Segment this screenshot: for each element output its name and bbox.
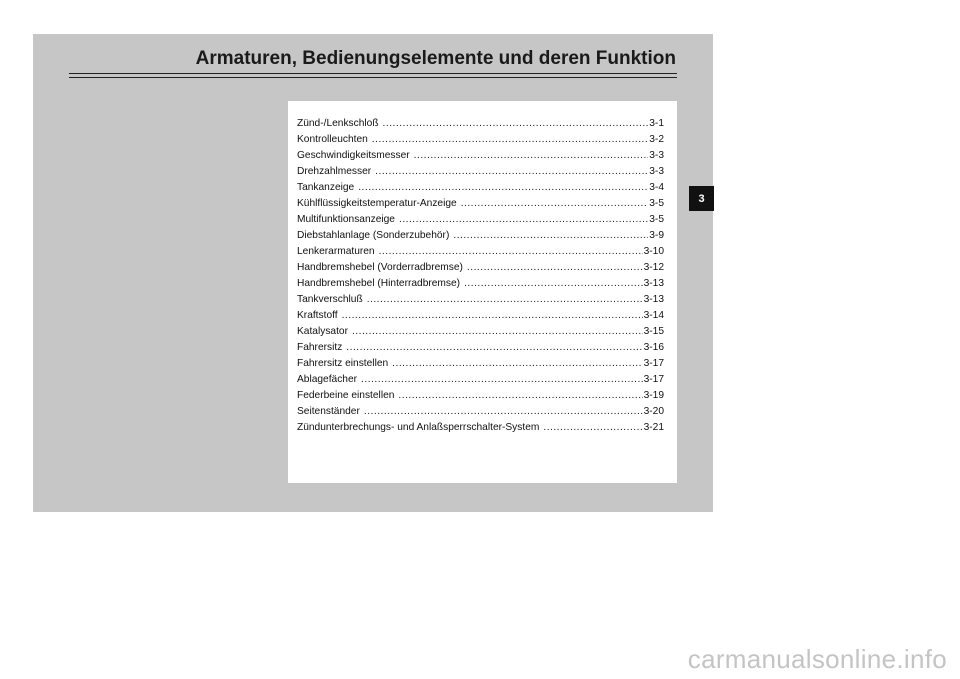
toc-entry-title: Tankverschluß <box>297 294 363 305</box>
toc-entry-page: 3-21 <box>643 422 664 433</box>
toc-entry-title: Lenkerarmaturen <box>297 246 375 257</box>
dot-leader <box>398 388 642 404</box>
watermark: carmanualsonline.info <box>687 644 947 674</box>
toc-entry-title: Federbeine einstellen <box>297 390 395 401</box>
table-of-contents <box>288 101 677 483</box>
toc-entry[interactable] <box>297 260 664 276</box>
toc-entry-title: Fahrersitz <box>297 342 343 353</box>
toc-entry-title: Diebstahlanlage (Sonderzubehör) <box>297 230 450 241</box>
dot-leader <box>383 116 649 132</box>
toc-entry[interactable] <box>297 116 664 132</box>
toc-entry-title: Handbremshebel (Hinterradbremse) <box>297 278 461 289</box>
dot-leader <box>464 276 643 292</box>
toc-entry-page: 3-13 <box>643 278 664 289</box>
toc-entry[interactable] <box>297 292 664 308</box>
toc-entry-title: Drehzahlmesser <box>297 166 372 177</box>
toc-entry-title: Fahrersitz einstellen <box>297 358 389 369</box>
toc-entry-page: 3-2 <box>649 134 664 145</box>
toc-entry-page: 3-16 <box>643 342 664 353</box>
toc-entry-title: Katalysator <box>297 326 348 337</box>
toc-entry-title: Seitenständer <box>297 406 360 417</box>
toc-entry[interactable] <box>297 420 664 436</box>
toc-entry-title: Zündunterbrechungs- und Anlaßsperrschalter-System <box>297 422 540 433</box>
dot-leader <box>364 404 643 420</box>
toc-entry-page: 3-13 <box>643 294 664 305</box>
dot-leader <box>453 228 648 244</box>
dot-leader <box>392 356 642 372</box>
toc-entry[interactable] <box>297 148 664 164</box>
dot-leader <box>399 212 648 228</box>
toc-entry-page: 3-4 <box>649 182 664 193</box>
toc-entry-page: 3-17 <box>643 358 664 369</box>
dot-leader <box>543 420 642 436</box>
toc-entry[interactable] <box>297 180 664 196</box>
dot-leader <box>375 164 648 180</box>
dot-leader <box>461 196 649 212</box>
toc-entry-page: 3-1 <box>649 118 664 129</box>
manual-page <box>33 34 713 512</box>
toc-entry-page: 3-3 <box>649 150 664 161</box>
toc-entry[interactable] <box>297 196 664 212</box>
toc-entry-title: Kraftstoff <box>297 310 338 321</box>
toc-entry-title: Handbremshebel (Vorderradbremse) <box>297 262 463 273</box>
toc-entry-title: Multifunktionsanzeige <box>297 214 395 225</box>
dot-leader <box>346 340 642 356</box>
toc-entry-page: 3-15 <box>643 326 664 337</box>
dot-leader <box>379 244 643 260</box>
dot-leader <box>367 292 643 308</box>
toc-entry-page: 3-17 <box>643 374 664 385</box>
toc-entry-page: 3-12 <box>643 262 664 273</box>
toc-entry-page: 3-3 <box>649 166 664 177</box>
toc-entry[interactable] <box>297 324 664 340</box>
toc-entry-title: Geschwindigkeitsmesser <box>297 150 410 161</box>
toc-entry[interactable] <box>297 228 664 244</box>
toc-entry-page: 3-9 <box>649 230 664 241</box>
chapter-tab[interactable]: 3 <box>689 186 714 211</box>
toc-entry[interactable] <box>297 164 664 180</box>
toc-entry[interactable] <box>297 388 664 404</box>
toc-entry[interactable] <box>297 212 664 228</box>
toc-entry[interactable] <box>297 404 664 420</box>
toc-entry-page: 3-20 <box>643 406 664 417</box>
toc-entry-page: 3-14 <box>643 310 664 321</box>
dot-leader <box>414 148 649 164</box>
dot-leader <box>358 180 648 196</box>
toc-entry[interactable] <box>297 276 664 292</box>
chapter-title: Armaturen, Bedienungselemente und deren Funktion <box>195 48 676 69</box>
toc-entry[interactable] <box>297 340 664 356</box>
toc-entry-page: 3-19 <box>643 390 664 401</box>
toc-entry-title: Ablagefächer <box>297 374 358 385</box>
toc-list <box>297 116 664 436</box>
dot-leader <box>372 132 648 148</box>
toc-entry-title: Kontrolleuchten <box>297 134 368 145</box>
toc-entry-page: 3-5 <box>649 214 664 225</box>
dot-leader <box>352 324 643 340</box>
dot-leader <box>342 308 643 324</box>
toc-entry-page: 3-5 <box>649 198 664 209</box>
toc-entry-title: Kühlflüssigkeitstemperatur-Anzeige <box>297 198 457 209</box>
toc-entry[interactable] <box>297 244 664 260</box>
toc-entry[interactable] <box>297 372 664 388</box>
toc-entry-title: Zünd-/Lenkschloß <box>297 118 379 129</box>
toc-entry-title: Tankanzeige <box>297 182 355 193</box>
toc-entry[interactable] <box>297 132 664 148</box>
dot-leader <box>467 260 643 276</box>
toc-entry[interactable] <box>297 356 664 372</box>
title-underline <box>69 73 677 78</box>
toc-entry-page: 3-10 <box>643 246 664 257</box>
dot-leader <box>361 372 643 388</box>
toc-entry[interactable] <box>297 308 664 324</box>
